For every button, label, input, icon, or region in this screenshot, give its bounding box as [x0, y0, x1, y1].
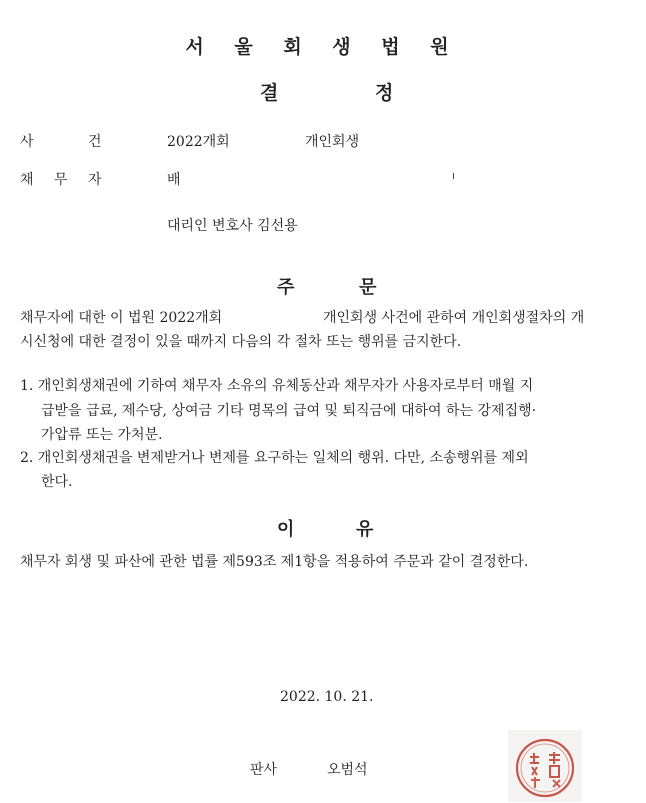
judge-seal-icon — [508, 730, 582, 802]
judge-name: 오범석 — [327, 762, 368, 778]
debtor-agent: 대리인 변호사 김선용 — [167, 218, 298, 234]
document-title-right: 정 — [375, 82, 394, 104]
order-heading-left: 주 — [277, 277, 295, 298]
order-item-2-line1: 2. 개인회생채권을 변제받거나 변제를 요구하는 일체의 행위. 다만, 소송행위를 제외 — [20, 450, 529, 466]
document-title-left: 결 — [260, 82, 279, 104]
redaction-mark — [453, 173, 454, 179]
order-intro-line1-b: 개인회생 사건에 관하여 개인회생절차의 개 — [323, 310, 585, 326]
case-number: 2022개회 — [167, 134, 230, 150]
order-heading-right: 문 — [359, 277, 377, 298]
case-label-1: 사 — [20, 134, 34, 150]
order-item-1-line1: 1. 개인회생채권에 기하여 채무자 소유의 유체동산과 채무자가 사용자로부터 매월 지 — [20, 378, 534, 394]
debtor-label-1: 채 — [20, 172, 34, 188]
debtor-label-2: 무 — [54, 172, 68, 188]
court-name: 서 울 회 생 법 원 — [185, 36, 461, 58]
debtor-label-3: 자 — [88, 172, 102, 188]
judge-label: 판사 — [250, 762, 278, 778]
order-item-2-line2: 한다. — [41, 474, 73, 490]
order-intro-line2: 시신청에 대한 결정이 있을 때까지 다음의 각 절차 또는 행위를 금지한다. — [20, 334, 462, 350]
debtor-name: 배 — [167, 172, 181, 188]
reason-heading-left: 이 — [277, 519, 295, 540]
reason-heading-right: 유 — [356, 519, 374, 540]
case-type: 개인회생 — [305, 134, 360, 150]
decision-date: 2022. 10. 21. — [280, 689, 374, 705]
order-item-1-line3: 가압류 또는 가처분. — [41, 427, 163, 443]
case-label-2: 건 — [88, 134, 102, 150]
reason-text: 채무자 회생 및 파산에 관한 법률 제593조 제1항을 적용하여 주문과 같이 결정한다. — [20, 554, 529, 570]
order-item-1-line2: 급받을 급료, 제수당, 상여금 기타 명목의 급여 및 퇴직금에 대하여 하는 강제집행· — [41, 403, 537, 419]
order-intro-line1-a: 채무자에 대한 이 법원 2022개회 — [20, 310, 223, 326]
